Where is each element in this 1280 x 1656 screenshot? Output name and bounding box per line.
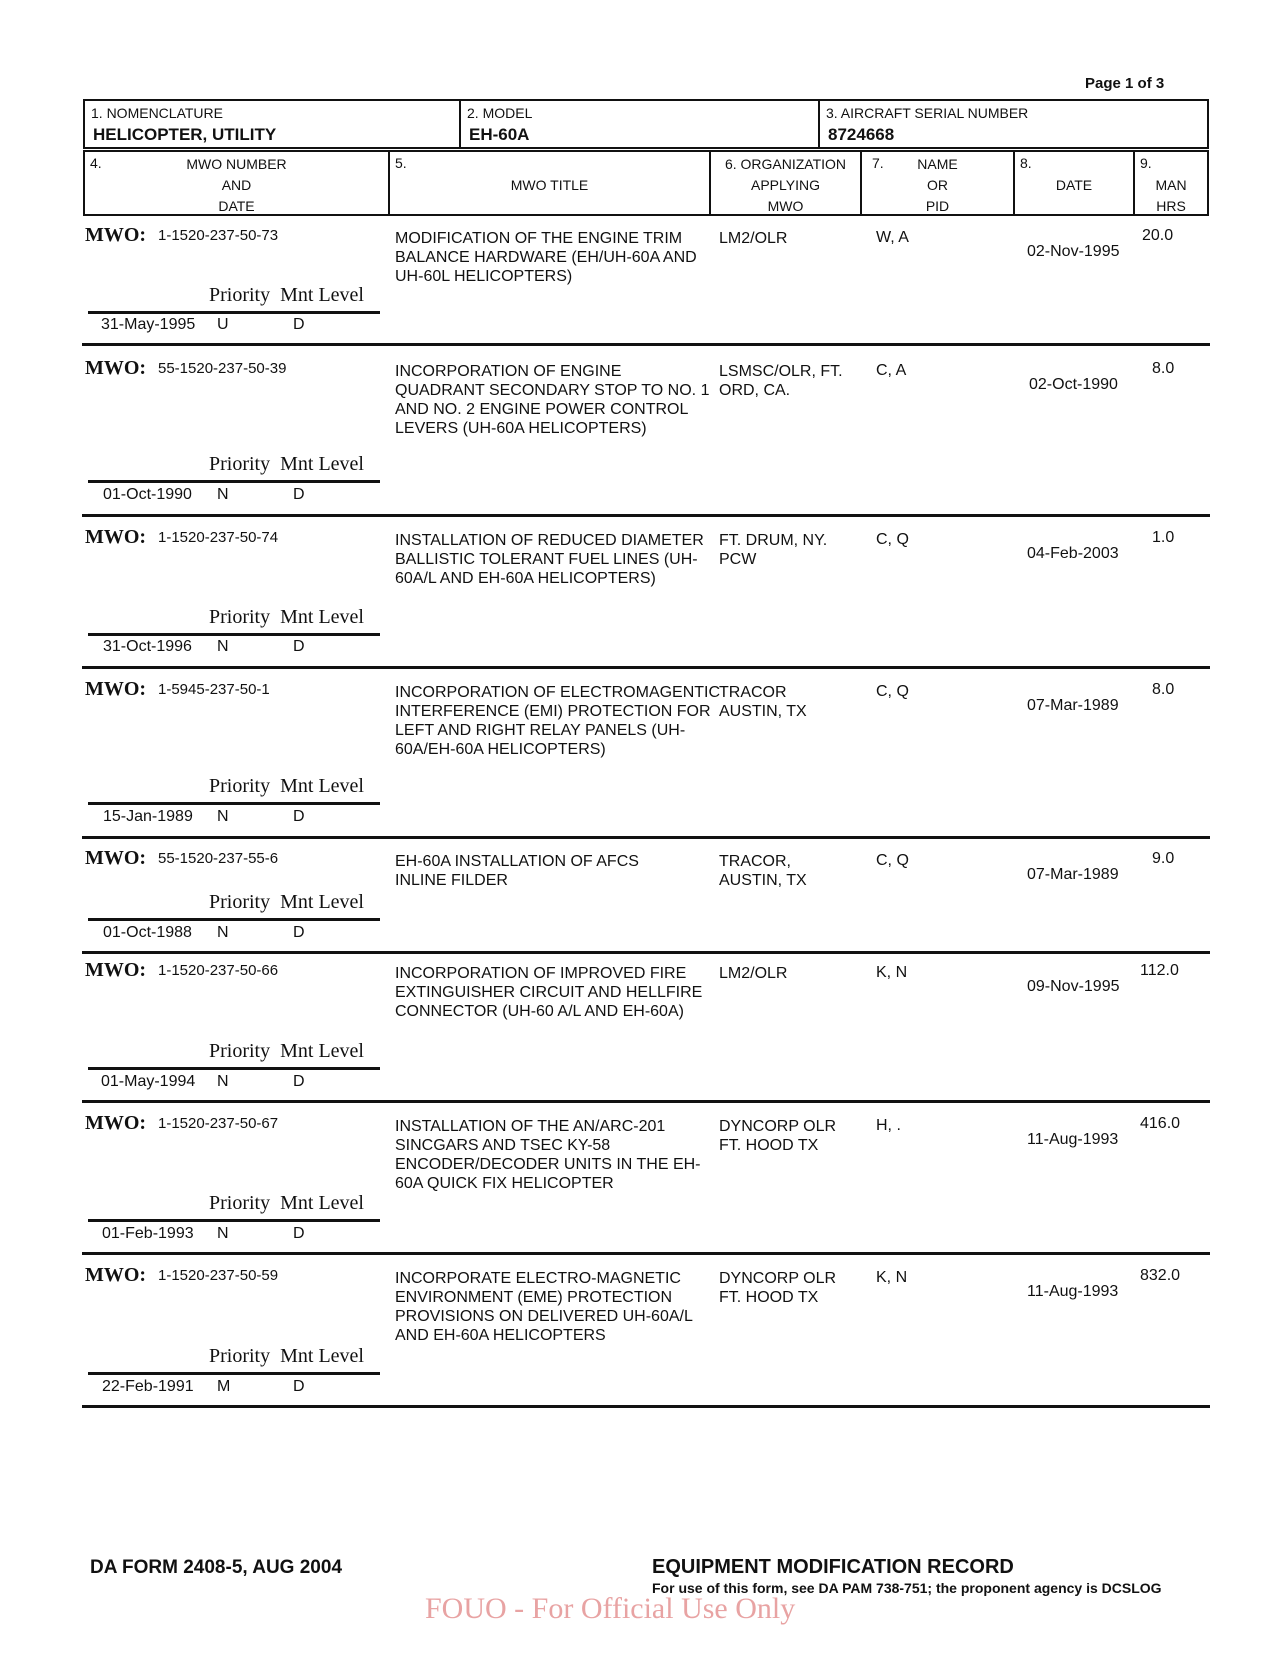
mnt-level-label: Mnt Level (280, 775, 364, 797)
col-4-line1: MWO NUMBER (186, 156, 287, 172)
col-name-pid (860, 150, 1015, 216)
mwo-organization: LSMSC/OLR, FT. ORD, CA. (719, 363, 843, 399)
mwo-entry (82, 525, 1212, 675)
col-5-line1: MWO TITLE (510, 177, 589, 193)
mwo-applied-date: 11-Aug-1993 (1027, 1283, 1119, 1300)
mwo-applied-date: 11-Aug-1993 (1027, 1131, 1119, 1148)
mwo-name-pid: C, A (876, 362, 907, 379)
mwo-name-pid: C, Q (876, 683, 909, 700)
mwo-organization: DYNCORP OLR FT. HOOD TX (719, 1270, 837, 1306)
serial-value: 8724668 (828, 125, 895, 144)
mwo-priority: N (217, 924, 229, 941)
row-separator (82, 836, 1210, 839)
nomenclature-value: HELICOPTER, UTILITY (93, 125, 277, 144)
col-9-line2: HRS (1156, 198, 1186, 214)
mwo-man-hours: 20.0 (1142, 227, 1174, 244)
nomenclature-box (83, 99, 461, 149)
nomenclature-label: 1. NOMENCLATURE (91, 105, 223, 121)
fouo-marking: FOUO - For Official Use Only (425, 1592, 796, 1625)
mwo-priority: N (217, 486, 229, 503)
mnt-level-label: Mnt Level (280, 606, 364, 628)
priority-label: Priority (209, 606, 271, 628)
mwo-name-pid: C, Q (876, 531, 909, 548)
mwo-entry (82, 1263, 1212, 1413)
mwo-applied-date: 02-Nov-1995 (1027, 243, 1120, 260)
mnt-level-label: Mnt Level (280, 1345, 364, 1367)
mwo-man-hours: 9.0 (1152, 850, 1175, 867)
model-box (459, 99, 820, 149)
col-man-hours (1133, 150, 1209, 216)
mwo-mnt-level: D (293, 1073, 305, 1090)
col-8-line1: DATE (1055, 177, 1093, 193)
priority-rule (88, 311, 380, 314)
col-8-text (1015, 175, 1133, 196)
mwo-number: 55-1520-237-55-6 (158, 850, 279, 867)
priority-header (209, 891, 364, 914)
priority-rule (88, 1067, 380, 1070)
mwo-date-issued: 01-Oct-1988 (103, 924, 192, 941)
col-organization (709, 150, 862, 216)
priority-rule (88, 802, 380, 805)
priority-label: Priority (209, 1192, 271, 1214)
col-date (1013, 150, 1135, 216)
mwo-label: MWO: (85, 224, 147, 246)
priority-header (209, 1192, 364, 1215)
mwo-priority: M (217, 1378, 231, 1395)
mwo-organization: TRACOR, AUSTIN, TX (719, 853, 807, 889)
mwo-applied-date: 07-Mar-1989 (1027, 697, 1119, 714)
mwo-label: MWO: (85, 678, 147, 700)
mwo-date-issued: 15-Jan-1989 (103, 808, 193, 825)
mwo-name-pid: W, A (876, 229, 909, 246)
mnt-level-label: Mnt Level (280, 453, 364, 475)
col-4-text (85, 154, 388, 217)
col-9-line1: MAN (1155, 177, 1187, 193)
form-note: For use of this form, see DA PAM 738-751; the proponent agency is DCSLOG (652, 1580, 1162, 1596)
col-mwo-number (83, 150, 390, 216)
mwo-organization: DYNCORP OLR FT. HOOD TX (719, 1118, 837, 1154)
mwo-mnt-level: D (293, 316, 305, 333)
col-7-line2: OR (927, 177, 948, 193)
mwo-priority: N (217, 638, 229, 655)
col-9-text (1135, 175, 1207, 217)
mwo-number: 1-5945-237-50-1 (158, 681, 270, 698)
mwo-entry (82, 356, 1212, 526)
col-4-line3: DATE (218, 198, 255, 214)
mwo-entry (82, 1111, 1212, 1261)
mwo-label: MWO: (85, 847, 147, 869)
priority-rule (88, 1219, 380, 1222)
priority-header (209, 1040, 364, 1063)
model-value: EH-60A (469, 125, 530, 144)
col-6-text (711, 154, 860, 217)
mnt-level-label: Mnt Level (280, 1192, 364, 1214)
priority-header (209, 453, 364, 476)
priority-label: Priority (209, 1345, 271, 1367)
mwo-name-pid: K, N (876, 964, 908, 981)
mnt-level-label: Mnt Level (280, 284, 364, 306)
col-4-line2: AND (221, 177, 252, 193)
row-separator (82, 343, 1210, 346)
col-8-num: 8. (1020, 155, 1032, 171)
priority-label: Priority (209, 284, 271, 306)
mwo-priority: N (217, 808, 229, 825)
mwo-title: INCORPORATION OF ELECTROMAGENTIC INTERFERENCE (EMI) PROTECTION FOR LEFT AND RIGHT RELAY PANELS (UH-60A/EH-60A HELICOPTERS) (395, 684, 721, 758)
mwo-date-issued: 31-Oct-1996 (103, 638, 192, 655)
col-5-text (390, 175, 709, 196)
col-7-line1: NAME (917, 156, 958, 172)
mwo-title: INCORPORATE ELECTRO-MAGNETIC ENVIRONMENT (EME) PROTECTION PROVISIONS ON DELIVERED UH-60A/L AND EH-60A HELICOPTERS (395, 1270, 693, 1344)
model-label: 2. MODEL (467, 105, 533, 121)
mwo-organization: LM2/OLR (719, 965, 788, 982)
row-separator (82, 514, 1210, 517)
col-5-num: 5. (395, 155, 407, 171)
priority-label: Priority (209, 453, 271, 475)
serial-label: 3. AIRCRAFT SERIAL NUMBER (826, 105, 1029, 121)
mwo-man-hours: 416.0 (1140, 1115, 1181, 1132)
col-mwo-title (388, 150, 711, 216)
mwo-man-hours: 8.0 (1152, 360, 1175, 377)
mwo-name-pid: H, . (876, 1117, 901, 1134)
mwo-mnt-level: D (293, 808, 305, 825)
row-separator (82, 666, 1210, 669)
priority-rule (88, 918, 380, 921)
mwo-name-pid: C, Q (876, 852, 909, 869)
priority-header (209, 606, 364, 629)
mwo-number: 1-1520-237-50-59 (158, 1267, 279, 1284)
mwo-number: 1-1520-237-50-73 (158, 227, 279, 244)
mwo-date-issued: 22-Feb-1991 (102, 1378, 194, 1395)
priority-label: Priority (209, 891, 271, 913)
mwo-title: EH-60A INSTALLATION OF AFCS INLINE FILDER (395, 853, 639, 889)
mwo-organization: TRACOR AUSTIN, TX (719, 684, 807, 720)
mnt-level-label: Mnt Level (280, 1040, 364, 1062)
form-id: DA FORM 2408-5, AUG 2004 (90, 1557, 343, 1578)
mwo-number: 1-1520-237-50-74 (158, 529, 279, 546)
mwo-date-issued: 01-Feb-1993 (102, 1225, 194, 1242)
mwo-entry (82, 223, 1212, 348)
mwo-number: 1-1520-237-50-66 (158, 962, 279, 979)
mwo-mnt-level: D (293, 1378, 305, 1395)
mwo-applied-date: 09-Nov-1995 (1027, 978, 1120, 995)
mwo-man-hours: 832.0 (1140, 1267, 1181, 1284)
col-9-num: 9. (1140, 155, 1152, 171)
mwo-organization: LM2/OLR (719, 230, 788, 247)
priority-rule (88, 480, 380, 483)
form-title: EQUIPMENT MODIFICATION RECORD (652, 1556, 1014, 1578)
mwo-entry (82, 846, 1212, 956)
mwo-applied-date: 04-Feb-2003 (1027, 545, 1119, 562)
mwo-date-issued: 01-May-1994 (101, 1073, 196, 1090)
priority-label: Priority (209, 775, 271, 797)
mwo-title: INSTALLATION OF THE AN/ARC-201 SINCGARS AND TSEC KY-58 ENCODER/DECODER UNITS IN THE EH-60A QUICK FIX HELICOPTER (395, 1118, 701, 1192)
mnt-level-label: Mnt Level (280, 891, 364, 913)
mwo-man-hours: 112.0 (1140, 962, 1179, 979)
col-6-line2: APPLYING (751, 177, 820, 193)
priority-rule (88, 1372, 380, 1375)
row-separator (82, 951, 1210, 954)
mwo-mnt-level: D (293, 1225, 305, 1242)
mwo-title: MODIFICATION OF THE ENGINE TRIM BALANCE HARDWARE (EH/UH-60A AND UH-60L HELICOPTERS) (395, 230, 697, 285)
mwo-title: INCORPORATION OF IMPROVED FIRE EXTINGUISHER CIRCUIT AND HELLFIRE CONNECTOR (UH-60 A/L AND EH-60A) (395, 965, 703, 1020)
mwo-applied-date: 07-Mar-1989 (1027, 866, 1119, 883)
col-7-line3: PID (925, 198, 950, 214)
mwo-label: MWO: (85, 959, 147, 981)
mwo-organization: FT. DRUM, NY. PCW (719, 532, 828, 568)
mwo-date-issued: 01-Oct-1990 (103, 486, 192, 503)
mwo-date-issued: 31-May-1995 (101, 316, 196, 333)
mwo-title: INCORPORATION OF ENGINE QUADRANT SECONDARY STOP TO NO. 1 AND NO. 2 ENGINE POWER CONTROL LEVERS (UH-60A HELICOPTERS) (395, 363, 710, 437)
mwo-label: MWO: (85, 357, 147, 379)
mwo-mnt-level: D (293, 924, 305, 941)
row-separator (82, 1252, 1210, 1255)
mwo-name-pid: K, N (876, 1269, 908, 1286)
mwo-man-hours: 1.0 (1152, 529, 1175, 546)
priority-rule (88, 633, 380, 636)
priority-header (209, 1345, 364, 1368)
priority-header (209, 775, 364, 798)
col-4-num: 4. (90, 155, 102, 171)
col-6-line3: MWO (767, 198, 804, 214)
mwo-mnt-level: D (293, 486, 305, 503)
col-7-text (862, 154, 1013, 217)
mwo-mnt-level: D (293, 638, 305, 655)
row-separator (82, 1405, 1210, 1408)
mwo-priority: U (217, 316, 229, 333)
mwo-number: 1-1520-237-50-67 (158, 1115, 279, 1132)
row-separator (82, 1100, 1210, 1103)
mwo-label: MWO: (85, 1112, 147, 1134)
mwo-priority: N (217, 1073, 229, 1090)
mwo-label: MWO: (85, 1264, 147, 1286)
col-6-line1: 6. ORGANIZATION (724, 156, 847, 172)
mwo-entry (82, 677, 1212, 847)
mwo-man-hours: 8.0 (1152, 681, 1175, 698)
page-number: Page 1 of 3 (1085, 75, 1165, 92)
mwo-priority: N (217, 1225, 229, 1242)
mwo-applied-date: 02-Oct-1990 (1029, 376, 1118, 393)
mwo-entry (82, 958, 1212, 1108)
mwo-title: INSTALLATION OF REDUCED DIAMETER BALLISTIC TOLERANT FUEL LINES (UH-60A/L AND EH-60A HELICOPTERS) (395, 532, 704, 587)
priority-label: Priority (209, 1040, 271, 1062)
mwo-label: MWO: (85, 526, 147, 548)
priority-header (209, 284, 364, 307)
mwo-number: 55-1520-237-50-39 (158, 360, 287, 377)
serial-box (818, 99, 1209, 149)
col-7-num: 7. (872, 155, 884, 171)
